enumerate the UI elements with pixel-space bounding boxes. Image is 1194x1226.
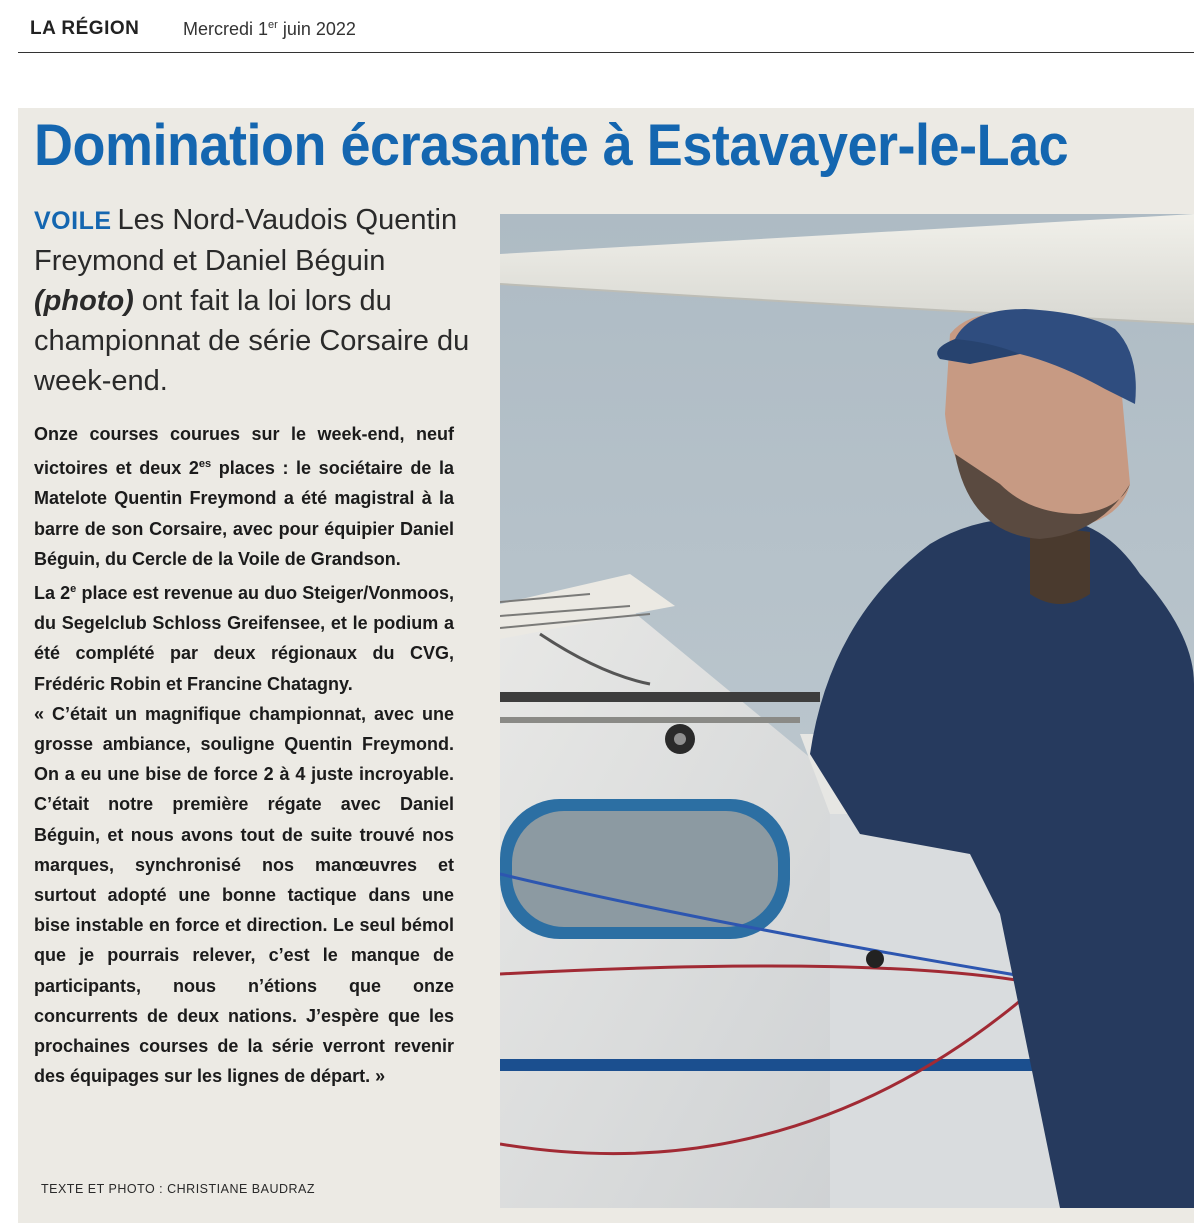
body-paragraph-3: « C’était un magnifique championnat, avec une grosse ambiance, souligne Quentin Freymond. On a eu une bise de force 2 à 4 juste incroyable. C’était notre première régate avec Daniel Béguin, et nous avons tout de suite trouvé nos marques, synchronisé nos manœuvres et surtout adopté une bonne tactique dans une bise instable en force et direction. Le seul bémol que je pourrais relever, c’est le manque de participants, nous n’étions que onze concurrents de deux nations. J’espère que les prochaines courses de la série verront revenir des équipages sur les lignes de départ. »: [34, 703, 454, 1087]
body-paragraph-1: Onze courses courues sur le week-end, neuf victoires et deux $2^{es}$ places : le sociétaire de la Matelote Quentin Freymond a été magistral à la barre de son Corsaire, avec pour équipier Daniel Béguin, du Cercle de la Voile de Grandson.: [34, 424, 454, 569]
body-paragraph-2: La 2e place est revenue au duo Steiger/Vonmoos, du Segelclub Schloss Greifensee, et le podium a été complété par deux régionaux du CVG, Frédéric Robin et Francine Chatagny.: [34, 583, 454, 694]
headline: Domination écrasante à Estavayer-le-Lac: [34, 113, 1069, 178]
article: [18, 108, 1194, 1223]
photo-credit: TEXTE ET PHOTO : CHRISTIANE BAUDRAZ: [41, 1182, 316, 1196]
photo-reference: (photo): [34, 285, 134, 317]
masthead: [18, 0, 1194, 53]
lead-paragraph: VOILE Les Nord-Vaudois Quentin Freymond et Daniel Béguin (photo) ont fait la loi lors du championnat de série Corsaire du week-end.: [34, 204, 470, 397]
newspaper-name: LA RÉGION: [30, 18, 140, 39]
issue-date: Mercredi 1er juin 2022: [183, 19, 356, 39]
article-body: [34, 419, 454, 1091]
kicker: VOILE: [34, 207, 112, 235]
article-photo: [500, 214, 1194, 1208]
